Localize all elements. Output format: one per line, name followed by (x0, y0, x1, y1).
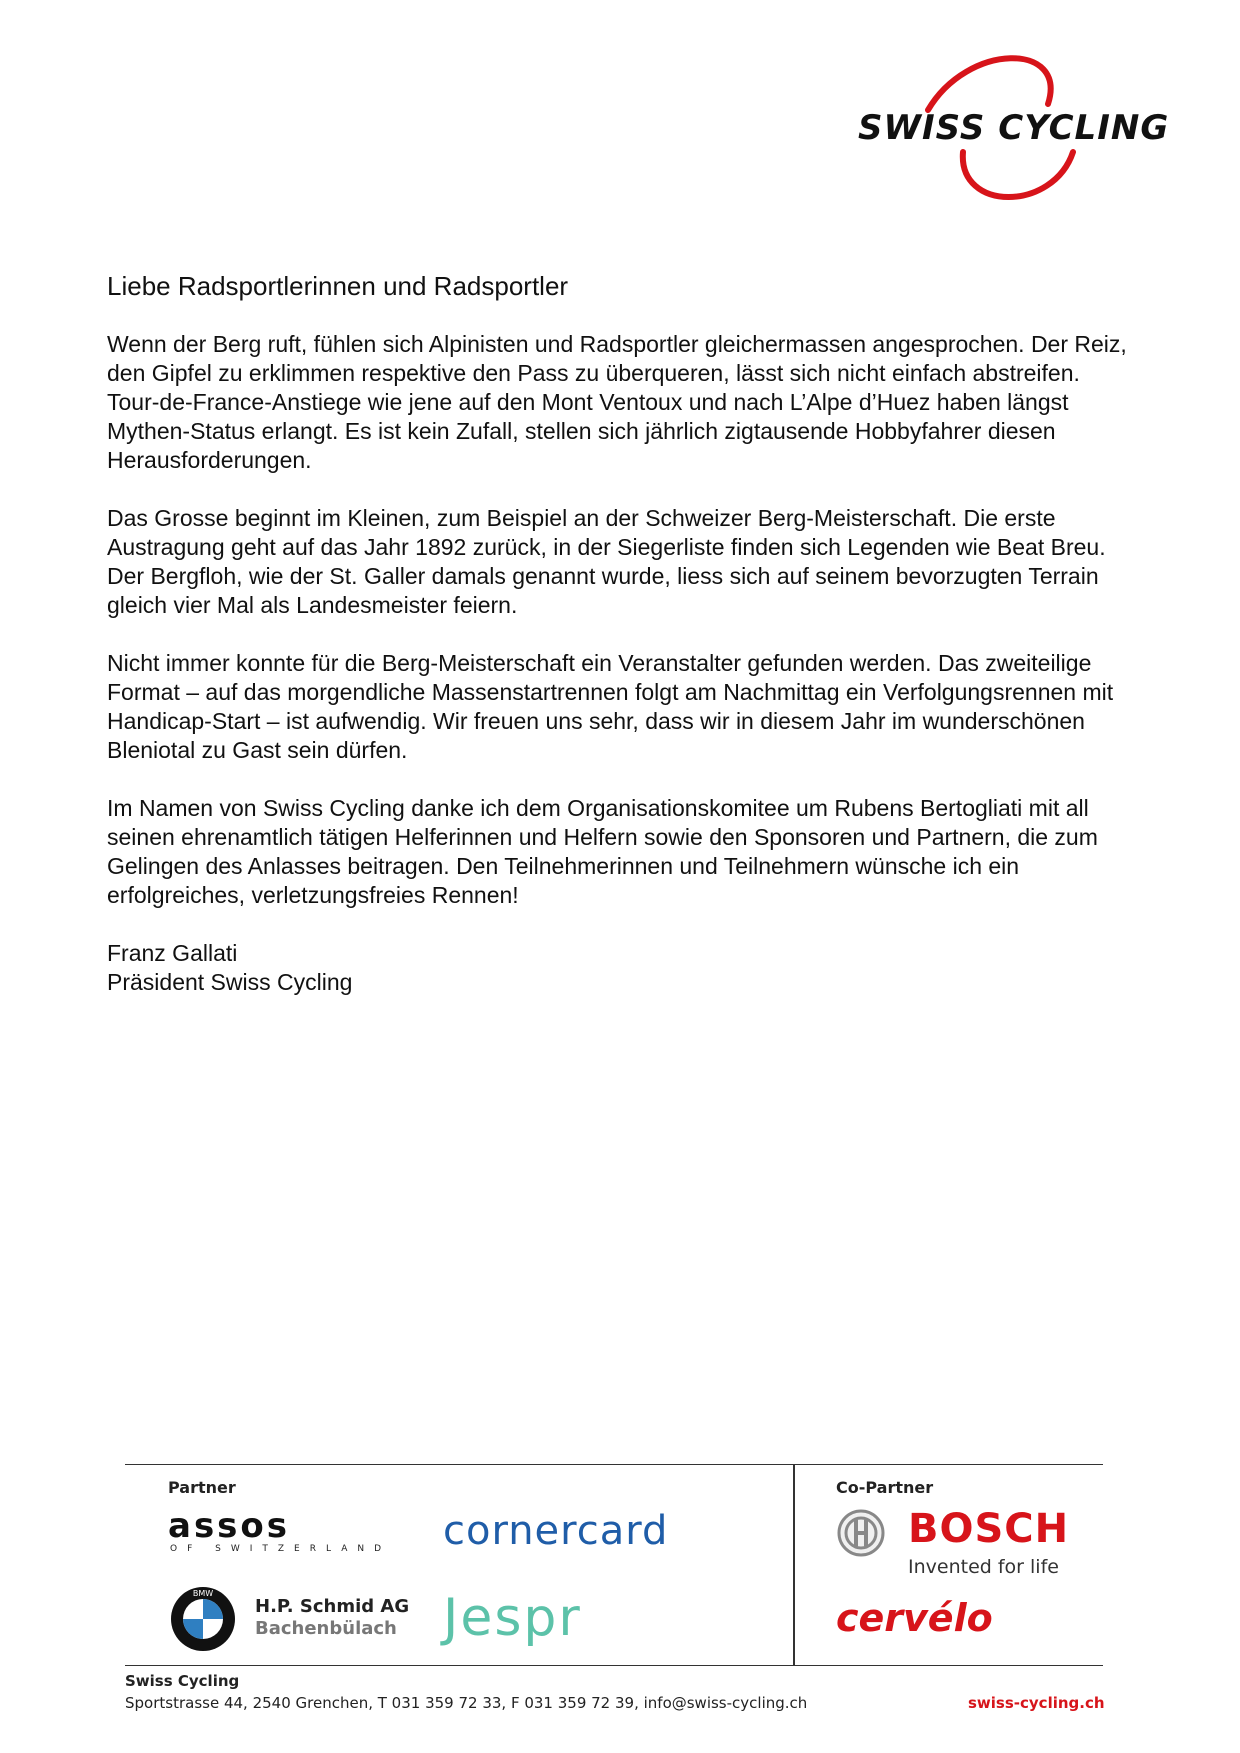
paragraph: Nicht immer konnte für die Berg-Meisterschaft ein Veranstalter gefunden werden. Das zweiteilige Format – auf das morgendliche Massenstartrennen folgt am Nachmittag ein Verfolgungsrennen mit Handicap-Start – ist aufwendig. Wir freuen uns sehr, dass wir in diesem Jahr im wunderschönen Bleniotal zu Gast sein dürfen. (107, 650, 1114, 763)
jespr-logo: Jespr (443, 1588, 582, 1648)
footer-website-link[interactable]: swiss-cycling.ch (968, 1694, 1105, 1712)
bosch-tagline: Invented for life (908, 1556, 1059, 1578)
swiss-cycling-logo (858, 52, 1170, 206)
paragraph: Im Namen von Swiss Cycling danke ich dem Organisationskomitee um Rubens Bertogliati mit all seinen ehrenamtlich tätigen Helferinnen und Helfern sowie den Sponsoren und Partnern, die zum Gelingen des Anlasses beitragen. Den Teilnehmerinnen und Teilnehmern wünsche ich ein erfolgreiches, verletzungsfreies Rennen! (107, 795, 1098, 908)
assos-wordmark: assos (168, 1506, 291, 1546)
assos-subtitle: OF SWITZERLAND (170, 1544, 392, 1554)
signature-name: Franz Gallati (107, 940, 238, 966)
partner-label: Partner (168, 1478, 236, 1497)
cornercard-logo: cornercard (443, 1508, 669, 1554)
logo-text: SWISS CYCLING (858, 108, 1170, 148)
paragraph: Das Grosse beginnt im Kleinen, zum Beispiel an der Schweizer Berg-Meisterschaft. Die erste Austragung geht auf das Jahr 1892 zurück, in der Siegerliste finden sich Legenden wie Beat Breu. Der Bergfloh, wie der St. Galler damals genannt wurde, liess sich auf seinem bevorzugten Terrain gleich vier Mal als Landesmeister feiern. (107, 505, 1106, 618)
sponsor-divider (793, 1464, 795, 1665)
bmw-letters: BMW (192, 1589, 214, 1598)
copartner-label: Co-Partner (836, 1478, 934, 1497)
greeting: Liebe Radsportlerinnen und Radsportler (107, 271, 569, 301)
bosch-armature-icon (836, 1508, 886, 1558)
letter-body (107, 270, 1137, 997)
hpschmid-name: H.P. Schmid AG (255, 1596, 410, 1617)
assos-logo (168, 1508, 408, 1560)
cervelo-logo: cervélo (836, 1596, 993, 1640)
hpschmid-location: Bachenbülach (255, 1618, 397, 1639)
footer-address: Sportstrasse 44, 2540 Grenchen, T 031 359 72 33, F 031 359 72 39, info@swiss-cycling.ch (125, 1694, 808, 1712)
bmw-roundel-icon (170, 1586, 236, 1652)
paragraph: Wenn der Berg ruft, fühlen sich Alpinisten und Radsportler gleichermassen angesprochen. Der Reiz, den Gipfel zu erklimmen respektive den Pass zu überqueren, lässt sich nicht einfach abstreifen. Tour-de-France-Anstiege wie jene auf den Mont Ventoux und nach L’Alpe d’Huez haben längst Mythen-Status erlangt. Es ist kein Zufall, stellen sich jährlich zigtausende Hobbyfahrer diesen Herausforderungen. (107, 331, 1127, 473)
footer-organization: Swiss Cycling (125, 1672, 240, 1690)
signature-title: Präsident Swiss Cycling (107, 969, 353, 995)
hpschmid-logo (255, 1596, 409, 1640)
bmw-logo (170, 1586, 236, 1652)
bosch-logo: BOSCH (908, 1506, 1070, 1552)
